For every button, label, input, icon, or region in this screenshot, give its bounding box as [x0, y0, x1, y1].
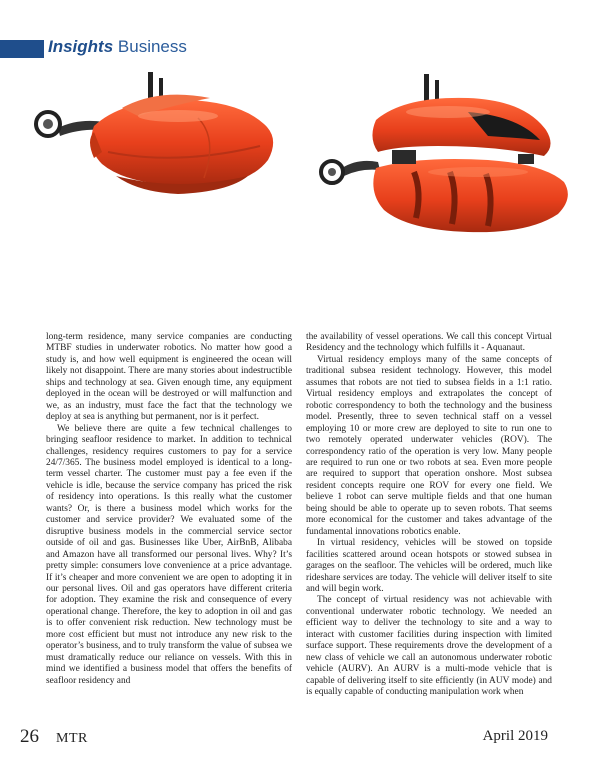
page-number: 26: [20, 726, 39, 747]
paragraph: the availability of vessel operations. We call this concept Virtual Residency and the technology which fulfills it - Aquanaut.: [306, 332, 552, 354]
paragraph: long-term residence, many service companies are conducting MTBF studies in underwater robotics. No matter how good a study is, and how well equipment is engineered the ocean will likely not disappoint. There are many stories about indestructible ships and technology at sea. Given enough time, any equipment deployed in the ocean will be destroyed or will malfunction and we, as an industry, must face the fact that the technology we deploy at sea is anything but permanent, nor is it perfect.: [46, 332, 292, 423]
section-color-bar: [0, 40, 44, 58]
paragraph: Virtual residency employs many of the same concepts of traditional subsea resident technology. However, this model assumes that robots are not tied to subsea fields in a 1:1 ratio. Virtual residency employs and extrapolates the concept of robotic correspondency to both the technology and the business model. Presently, three to seven technical staff on a vessel employing 10 or more crew are deployed to site to run one to two remotely operated underwater vehicles (ROV). The correspondency ratio of the operation is very low. Many people are required to run one or two robots at sea. Even more people are required to support that operation onshore. Most subsea resident concepts require one ROV for every one field. We believe 1 robot can serve multiple fields and that one human being should be able to operate up to seven robots. That seems more economical for the customer and takes advantage of the fundamental innovations robotics enable.: [306, 354, 552, 537]
aquanaut-robot-closed-image: [28, 68, 284, 200]
paragraph: In virtual residency, vehicles will be stowed on topside facilities scattered around ocean hotspots or stowed subsea in garages on the seafloor. The vehicles will be ordered, much like rideshare services are today. The vehicle will deliver itself to site and will begin work.: [306, 538, 552, 594]
left-text-column: [46, 332, 292, 687]
section-header: [48, 37, 187, 57]
subsection-label: Business: [117, 37, 187, 56]
paragraph: The concept of virtual residency was not achievable with conventional underwater robotic technology. We needed an efficient way to deliver the technology to site and a way to interact with customer facilities during inspection with limited surface support. These requirements drove the development of a new class of vehicle we call an autonomous underwater robotic vehicle (AURV). An AURV is a multi-mode vehicle that is capable of delivering itself to site efficiently (in AUV mode) and is equally capable of conducting manipulation work when: [306, 595, 552, 698]
issue-date: April 2019: [482, 728, 548, 744]
aquanaut-robot-open-image: [318, 72, 580, 240]
magazine-name: MTR: [56, 731, 88, 746]
paragraph: We believe there are quite a few technical challenges to bringing seafloor residence to market. In addition to technical challenges, residency requires customers to pay for a service 24/7/365. The business model employed is identical to a long-term vessel charter. The customer must pay a fee even if the vehicle is idle, because the service company has priced the risk of residency into operations. Is this really what the customer wants? Or, is there a business model which works for the customer and service provider? We evaluated some of the disruptive business models in the commercial service sector outside of oil and gas. Businesses like Uber, AirBnB, Alibaba and Amazon have all transformed our personal lives. Why? It’s pretty simple: consumers love convenience at a price advantage. If it’s cheaper and more convenient we are open to adopting it in our personal lives. Oil and gas operators have different criteria for adoption. They examine the risk and consequence of every operational change. Therefore, the key to adoption in oil and gas is to offer convenient risk reduction. New technology must be more cost efficient but must not introduce any new risk to the operator’s business, and to truly transform the value of subsea we must dramatically reduce our reliance on vessels. With this in mind we identified a business model that offers the benefits of seafloor residency and: [46, 423, 292, 686]
section-label: Insights: [48, 37, 114, 56]
right-text-column: [306, 332, 552, 699]
